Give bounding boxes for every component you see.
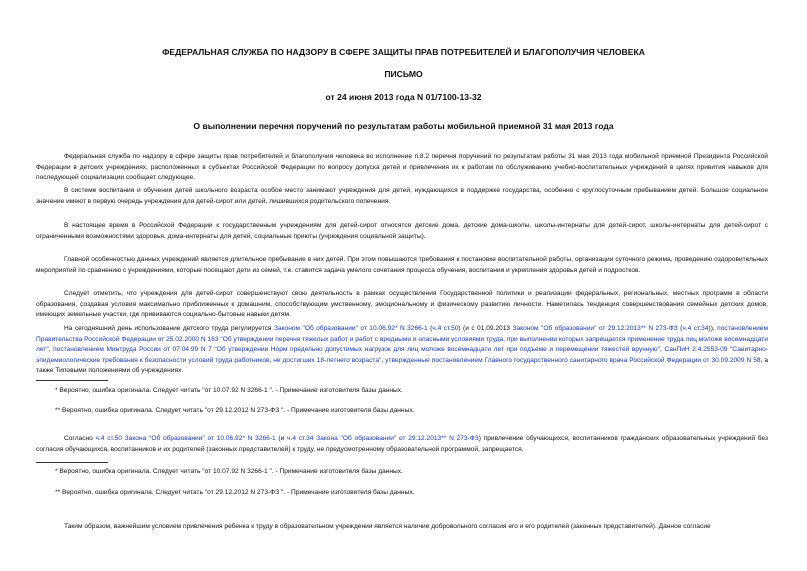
agency-title: ФЕДЕРАЛЬНАЯ СЛУЖБА ПО НАДЗОРУ В СФЕРЕ ЗАЩИТЫ ПРАВ ПОТРЕБИТЕЛЕЙ И БЛАГОПОЛУЧИЯ ЧЕЛОВЕКА — [162, 47, 645, 57]
paragraph-7 — [36, 434, 768, 455]
paragraph-1: Федеральная служба по надзору в сфере защиты прав потребителей и благополучия человека во исполнение п.8.2 перечня поручений по результатам работы 31 мая 2013 года мобильной приемной Президента Российской Федерации в детских учреждениях, расположенных в субъектах Российской Федерации по вопросу допуска детей и привлечения их к работам по обслуживанию учебно-воспитательных учреждений в целях привития навыков для последующей социализации сообщает следующее. — [36, 153, 768, 182]
law-education-1992-link[interactable]: Законом "Об образовании" от 10.06.92* N 3266-1 — [273, 325, 428, 332]
text: ) привлечение обучающихся, воспитанников гражданских образовательных учреждений без согласия обучающихся, воспитанников и их родителей (законных представителей) к труду, не предусмотренному образовательной программой, запрещается. — [36, 435, 768, 453]
text: , — [659, 346, 665, 354]
text: )), — [708, 325, 718, 332]
text: , — [48, 346, 54, 354]
text: На сегодняшний день использование детского труда регулируется — [64, 325, 274, 332]
footnote-1: * Вероятно, ошибка оригинала. Следует читать "от 10.07.92 N 3266-1 ". - Примечание изготовителя базы данных. — [55, 387, 403, 394]
article-34-link[interactable]: ч.4 ст.34 — [682, 325, 709, 332]
footnote-4: ** Вероятно, ошибка оригинала. Следует читать "от 29.12.2012 N 273-ФЗ ". - Примечание изготовителя базы данных. — [55, 489, 415, 496]
sanpin-link[interactable]: СанПиН 2.4.2553-09 "Санитарно-эпидемиологические требования к безопасности условий труда работников, не достигших 18-летнего возраста", утвержденные постановлением Главного государственного санитарного врача Российской Федерации от 30.09.2009 N 58 — [36, 346, 768, 364]
mintrud-resolution-7-link[interactable]: постановлением Минтруда России от 07.04.99 N 7 "Об утверждении Норм предельно допустимых нагрузок для лиц моложе восемнадцати лет при подъеме и перемещении тяжестей вручную" — [53, 346, 660, 354]
article-50-link[interactable]: ч.4 ст.50 — [432, 325, 459, 332]
text: Согласно — [64, 435, 96, 442]
footnote-2: ** Вероятно, ошибка оригинала. Следует читать "от 29.12.2012 N 273-ФЗ ". - Примечание изготовителя базы данных. — [55, 407, 415, 414]
law-education-article-34-link[interactable]: ч.4 ст.34 Закона "Об образовании" от 29.12.2013** N 273-ФЗ — [287, 435, 479, 442]
paragraph-3: В настоящее время в Российской Федерации к государственным учреждениям для детей-сирот относятся детские дома, детские дома-школы, школы-интернаты для детей-сирот, школы-интернаты для детей-сирот с ограниченными возможностями здоровья, дома-интернаты для детей, социальные приюты (учреждения социальной защиты). — [36, 222, 768, 240]
text: ( — [677, 325, 683, 332]
text: ( — [427, 325, 433, 332]
text: (и — [275, 435, 288, 442]
document-date-number: от 24 июня 2013 года N 01/7100-13-32 — [325, 92, 482, 102]
document-type: ПИСЬМО — [384, 69, 423, 79]
paragraph-8: Таким образом, важнейшим условием привлечения ребенка к труду в образовательном учреждении является наличие добровольного согласия его и его родителей (законных представителей). Данное согласие — [64, 523, 711, 530]
footnote-divider — [36, 462, 108, 463]
text: , а также Типовыми положениями об учреждениях. — [36, 356, 768, 375]
paragraph-5: Следует отметить, что учреждения для детей-сирот совершенствуют свою деятельность в рамках осуществления Государственной политики и реализации федеральных, региональных, местных программ в области образования, создавая условия максимально приближенных к домашним, способствующим умственному, эмоциональному и физическому развитию личности. Наметилась тенденция совершенствования семейных детских домов, имеющих земельные участки, где прививаются социально-бытовые навыки детям. — [36, 290, 768, 319]
footnote-3: * Вероятно, ошибка оригинала. Следует читать "от 10.07.92 N 3266-1 ". - Примечание изготовителя базы данных. — [55, 468, 403, 475]
text: ) (и с 01.09.2013 — [458, 325, 513, 332]
law-education-2012-link[interactable]: Законом "Об образовании" от 29.12.2013** N 273-ФЗ — [512, 325, 678, 332]
government-resolution-163-link[interactable]: постановлением Правительства Российской Федерации от 25.02.2000 N 163 "Об утверждении перечня тяжелых работ и работ с вредными и опасными условиями труда, при выполнении которых запрещается применение труда лиц моложе восемнадцати лет" — [36, 325, 769, 354]
document-subject: О выполнении перечня поручений по результатам работы мобильной приемной 31 мая 2013 года — [193, 121, 614, 131]
paragraph-4: Главной особенностью данных учреждений является длительное пребывание в них детей. При этом повышаются требования к постановке воспитательной работы, организации суточного режима, проведению оздоровительных мероприятий по сравнению с учреждениями, которые посещают дети из семей, т.е. ставится задача умелого сочетания процесса обучения, воспитания и укрепления здоровья детей и подростков. — [36, 256, 768, 274]
law-education-article-50-link[interactable]: ч.4 ст.50 Закона "Об образовании" от 10.06.92* N 3266-1 — [95, 435, 276, 442]
footnote-divider — [36, 380, 108, 381]
paragraph-6 — [36, 324, 768, 377]
paragraph-2: В системе воспитания и обучения детей школьного возраста особое место занимают учреждения для детей, нуждающихся в поддержке государства, особенно с круглосуточным пребыванием детей. Большое социальное значение имеют в первую очередь учреждения для детей-сирот или детей, лишившихся родительского попечения. — [36, 187, 768, 205]
